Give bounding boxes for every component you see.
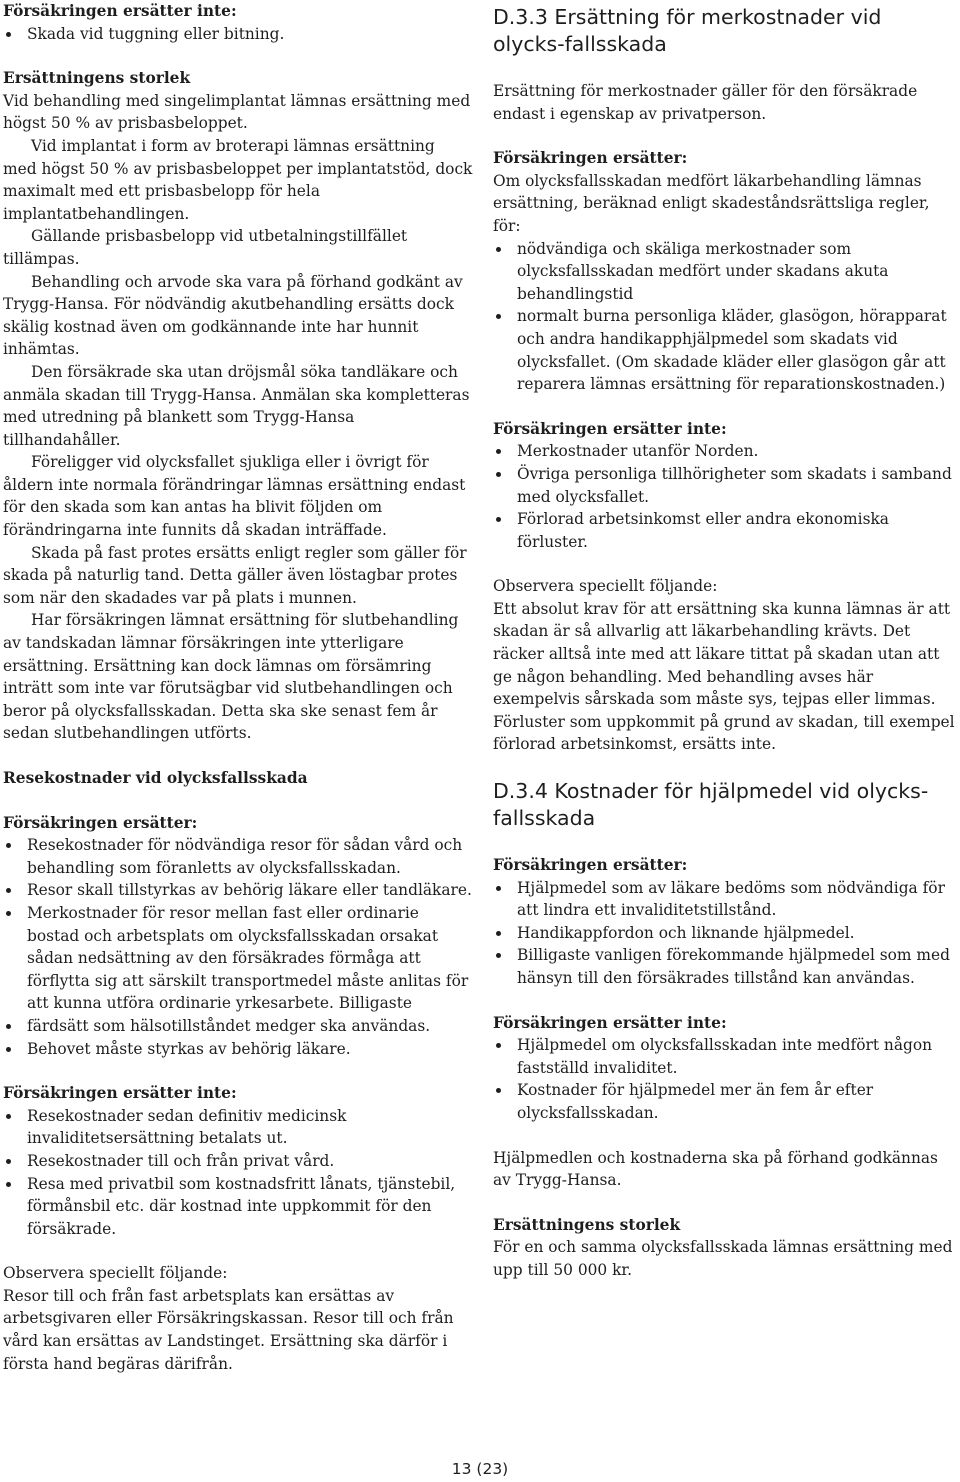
list-item: Resor skall tillstyrkas av behörig läkare eller tandläkare. <box>3 879 473 902</box>
covers-list <box>3 834 473 1060</box>
observe-heading: Observera speciellt följande: <box>3 1264 228 1283</box>
d33-intro: Ersättning för merkostnader gäller för den försäkrade endast i egenskap av privatperson. <box>493 82 918 123</box>
list-item: Behovet måste styrkas av behörig läkare. <box>3 1038 473 1061</box>
list-item: Resekostnader till och från privat vård. <box>3 1150 473 1173</box>
section-title-d33: D.3.3 Ersättning för merkostnader vid olycks-fallsskada <box>493 5 882 56</box>
compensation-size-heading: Ersättningens storlek <box>3 69 191 88</box>
observe-heading: Observera speciellt följande: <box>493 577 718 596</box>
list-item: Skada vid tuggning eller bitning. <box>3 23 473 46</box>
observe-text: Ett absolut krav för att ersättning ska kunna lämnas är att skadan är så allvarlig att läkarbehandling krävts. Det räcker alltså inte med att läkare tittat på skadan utan att ge någon behandling. Med behandling avses här exempelvis sårskada som måste sys, tejpas eller limmas. Förluster som uppkommit på grund av skadan, till exempel förlorad arbetsinkomst, ersätts inte. <box>493 599 955 754</box>
covers-heading: Försäkringen ersätter: <box>493 149 688 168</box>
paragraph-bridge-implant: Vid implantat i form av broterapi lämnas ersättning med högst 50 % av prisbasbeloppet per implantatstöd, dock maximalt med ett prisbasbelopp för hela implantatbehandlingen. <box>3 136 473 223</box>
list-item: Kostnader för hjälpmedel mer än fem år efter olycksfallsskadan. <box>493 1079 957 1124</box>
left-column <box>3 0 473 1375</box>
paragraph-approval: Behandling och arvode ska vara på förhand godkänt av Trygg-Hansa. För nödvändig akutbehandling ersätts dock skälig kostnad även om godkännande inte har hunnit inhämtas. <box>3 272 463 359</box>
aids-not-covers-heading: Försäkringen ersätter inte: <box>493 1013 727 1032</box>
covers-list <box>493 238 957 396</box>
observe-text: Resor till och från fast arbetsplats kan ersättas av arbetsgivaren eller Försäkringskassan. Resor till och från vård kan ersättas av Landstinget. Ersättning ska därför i första hand begäras därifrån. <box>3 1286 454 1373</box>
aids-not-covers-list <box>493 1034 957 1124</box>
not-covers-list <box>493 440 957 553</box>
paragraph-preexisting: Föreligger vid olycksfallet sjukliga eller i övrigt för åldern inte normala förändringar lämnas ersättning endast för den skada som kan antas ha blivit följden om förändringarna inte funnits då skadan inträffade. <box>3 453 466 540</box>
list-item: normalt burna personliga kläder, glasögon, hörapparat och andra handikapphjälpmedel som skadats vid olycksfallet. (Om skadade kläder eller glasögon går att reparera lämnas ersättning för reparationskostnaden.) <box>493 305 957 395</box>
paragraph-single-implant: Vid behandling med singelimplantat lämnas ersättning med högst 50 % av prisbasbeloppet. <box>3 91 471 133</box>
compensation-size-heading: Ersättningens storlek <box>493 1215 681 1234</box>
list-item: Handikappfordon och liknande hjälpmedel. <box>493 922 957 945</box>
paragraph-price-base: Gällande prisbasbelopp vid utbetalningstillfället tillämpas. <box>3 227 408 268</box>
list-item: Billigaste vanligen förekommande hjälpmedel som med hänsyn till den försäkrades tillstånd kan användas. <box>493 944 957 989</box>
list-item: Övriga personliga tillhörigheter som skadats i samband med olycksfallet. <box>493 463 957 508</box>
not-covered-list <box>3 23 473 46</box>
list-item: färdsätt som hälsotillståndet medger ska användas. <box>3 1015 473 1038</box>
list-item: Merkostnader för resor mellan fast eller ordinarie bostad och arbetsplats om olycksfallsskadan orsakat sådan nedsättning av den försäkrades förmåga att förflytta sig att särskilt transportmedel måste anlitas för att kunna utföra ordinarie yrkesarbete. Billigaste <box>3 902 473 1015</box>
list-item: Resa med privatbil som kostnadsfritt lånats, tjänstebil, förmånsbil etc. där kostnad inte uppkommit för den försäkrade. <box>3 1173 473 1241</box>
list-item: Merkostnader utanför Norden. <box>493 440 957 463</box>
list-item: Resekostnader för nödvändiga resor för sådan vård och behandling som föranletts av olycksfallsskadan. <box>3 834 473 879</box>
covers-intro: Om olycksfallsskadan medfört läkarbehandling lämnas ersättning, beräknad enligt skadeståndsrättsliga regler, för: <box>493 171 930 235</box>
aids-approval-text: Hjälpmedlen och kostnaderna ska på förhand godkännas av Trygg-Hansa. <box>493 1148 938 1190</box>
list-item: Resekostnader sedan definitiv medicinsk invaliditetsersättning betalats ut. <box>3 1105 473 1150</box>
list-item: Förlorad arbetsinkomst eller andra ekonomiska förluster. <box>493 508 957 553</box>
not-covers-heading: Försäkringen ersätter inte: <box>3 1084 237 1103</box>
aids-covers-heading: Försäkringen ersätter: <box>493 856 688 875</box>
aids-covers-list <box>493 877 957 990</box>
not-covered-heading: Försäkringen ersätter inte: <box>3 2 237 20</box>
paragraph-report: Den försäkrade ska utan dröjsmål söka tandläkare och anmäla skadan till Trygg-Hansa. Anmälan ska kompletteras med utredning på blankett som Trygg-Hansa tillhandahåller. <box>3 362 470 449</box>
page-number: 13 (23) <box>451 1460 509 1478</box>
right-column <box>493 0 957 1282</box>
compensation-size-text: För en och samma olycksfallsskada lämnas ersättning med upp till 50 000 kr. <box>493 1238 953 1279</box>
list-item: Hjälpmedel om olycksfallsskadan inte medfört någon fastställd invaliditet. <box>493 1034 957 1079</box>
list-item: nödvändiga och skäliga merkostnader som olycksfallsskadan medfört under skadans akuta behandlingstid <box>493 238 957 306</box>
paragraph-final-treatment: Har försäkringen lämnat ersättning för slutbehandling av tandskadan lämnar försäkringen inte ytterligare ersättning. Ersättning kan dock lämnas om försämring inträtt som inte var förutsägbar vid slutbehandlingen och beror på olycksfallsskadan. Detta ska ske senast fem år sedan slutbehandlingen utförts. <box>3 611 459 743</box>
paragraph-prosthesis: Skada på fast protes ersätts enligt regler som gäller för skada på naturlig tand. Detta gäller även löstagbar protes som när den skadades var på plats i munnen. <box>3 543 467 607</box>
section-title-d34: D.3.4 Kostnader för hjälpmedel vid olycks-fallsskada <box>493 779 929 831</box>
list-item: Hjälpmedel som av läkare bedöms som nödvändiga för att lindra ett invaliditetstillstånd. <box>493 877 957 922</box>
not-covers-list <box>3 1105 473 1241</box>
covers-heading: Försäkringen ersätter: <box>3 813 198 832</box>
travel-costs-heading: Resekostnader vid olycksfallsskada <box>3 769 308 787</box>
not-covers-heading: Försäkringen ersätter inte: <box>493 419 727 438</box>
